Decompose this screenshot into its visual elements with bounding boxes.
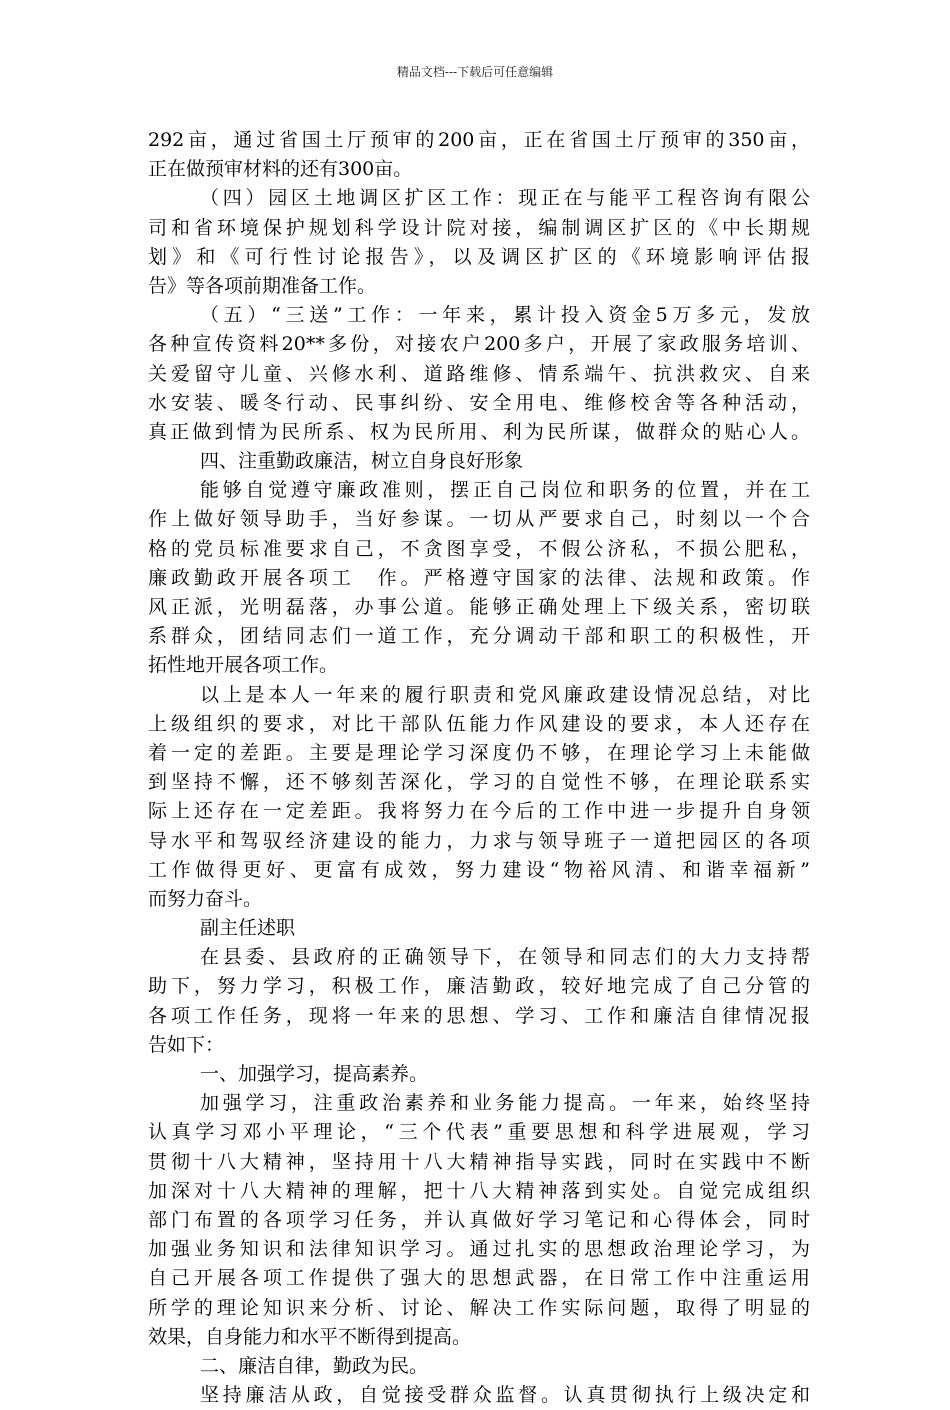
text-line: 着一定的差距。主要是理论学习深度仍不够，在理论学习上未能做 [148,741,810,764]
text-line: 效果，自身能力和水平不断得到提高。 [148,1325,472,1348]
text-line: 二、廉洁自律，勤政为民。 [200,1354,429,1377]
text-line: 而努力奋斗。 [148,887,263,910]
text-line: 作上做好领导助手，当好参谋。一切从严要求自己，时刻以一个合 [148,508,810,531]
text-line: 告》等各项前期准备工作。 [148,274,377,297]
text-line: 以上是本人一年来的履行职责和党风廉政建设情况总结，对比 [200,683,810,706]
text-line: 正在做预审材料的还有300亩。 [148,158,413,181]
text-line: 水安装、暖冬行动、民事纠纷、安全用电、维修校舍等各种活动， [148,391,810,414]
text-line: 告如下： [148,1033,225,1056]
text-line: 副主任述职 [200,917,296,940]
text-line: 廉政勤政开展各项工 作。严格遵守国家的法律、法规和政策。作 [148,566,810,589]
text-line: 自己开展各项工作提供了强大的思想武器，在日常工作中注重运用 [148,1267,810,1290]
text-line: 认真学习邓小平理论，“三个代表”重要思想和科学进展观，学习 [148,1121,810,1144]
text-line: 到坚持不懈，还不够刻苦深化，学习的自觉性不够，在理论联系实 [148,771,810,794]
text-line: （五）“三送”工作：一年来，累计投入资金5万多元，发放 [200,304,810,327]
text-line: 司和省环境保护规划科学设计院对接，编制调区扩区的《中长期规 [148,216,810,239]
text-line: 上级组织的要求，对比干部队伍能力作风建设的要求，本人还存在 [148,712,810,735]
text-line: 加强业务知识和法律知识学习。通过扎实的思想政治理论学习，为 [148,1238,810,1261]
text-line: 在县委、县政府的正确领导下，在领导和同志们的大力支持帮 [200,946,810,969]
text-line: 真正做到情为民所系、权为民所用、利为民所谋，做群众的贴心人。 [148,420,810,443]
text-line: 部门布置的各项学习任务，并认真做好学习笔记和心得体会，同时 [148,1208,810,1231]
text-line: 各项工作任务，现将一年来的思想、学习、工作和廉洁自律情况报 [148,1004,810,1027]
text-line: 四、注重勤政廉洁，树立自身良好形象 [200,450,524,473]
text-line: 贯彻十八大精神，坚持用十八大精神指导实践，同时在实践中不断 [148,1150,810,1173]
text-line: 风正派，光明磊落，办事公道。能够正确处理上下级关系，密切联 [148,596,810,618]
text-line: （四）园区土地调区扩区工作：现正在与能平工程咨询有限公 [200,187,810,210]
text-line: 格的党员标准要求自己，不贪图享受，不假公济私，不损公肥私， [148,537,810,560]
text-line: 292亩，通过省国土厅预审的200亩，正在省国土厅预审的350亩， [148,129,810,151]
text-line: 所学的理论知识来分析、讨论、解决工作实际问题，取得了明显的 [148,1296,810,1319]
text-line: 一、加强学习，提高素养。 [200,1063,429,1085]
text-line: 划》和《可行性讨论报告》，以及调区扩区的《环境影响评估报 [148,245,810,268]
text-line: 导水平和驾驭经济建设的能力，力求与领导班子一道把园区的各项 [148,829,810,852]
text-line: 际上还存在一定差距。我将努力在今后的工作中进一步提升自身领 [148,800,810,823]
text-line: 助下，努力学习，积极工作，廉洁勤政，较好地完成了自己分管的 [148,975,810,998]
page-header: 精品文档---下载后可任意编辑 [396,65,554,79]
text-line: 关爱留守儿童、兴修水利、道路维修、情系端午、抗洪救灾、自来 [148,362,810,385]
text-line: 加强学习，注重政治素养和业务能力提高。一年来，始终坚持 [200,1092,810,1115]
text-line: 各种宣传资料20**多份，对接农户200多户，开展了家政服务培训、 [148,333,810,356]
text-line: 拓性地开展各项工作。 [148,654,339,677]
text-line: 能够自觉遵守廉政准则，摆正自己岗位和职务的位置，并在工 [200,479,810,502]
text-line: 坚持廉洁从政，自觉接受群众监督。认真贯彻执行上级决定和 [200,1384,810,1407]
text-line: 系群众，团结同志们一道工作，充分调动干部和职工的积极性，开 [148,625,810,648]
text-line: 工作做得更好、更富有成效，努力建设“物裕风清、和谐幸福新” [148,858,810,881]
text-line: 加深对十八大精神的理解，把十八大精神落到实处。自觉完成组织 [148,1179,810,1202]
document-body [148,126,810,1410]
